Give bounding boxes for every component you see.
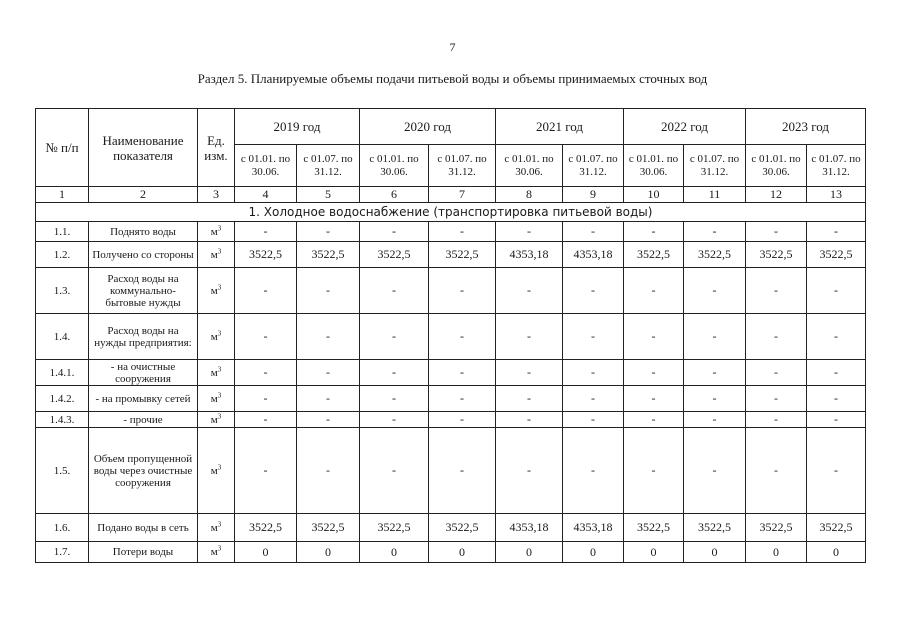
value-cell: - xyxy=(429,428,496,514)
unit-cell xyxy=(198,268,235,314)
period-header: с 01.01. по 30.06. xyxy=(235,145,297,187)
value-cell: - xyxy=(496,222,563,242)
value-cell: - xyxy=(297,268,360,314)
value-cell: 3522,5 xyxy=(624,242,684,268)
value-cell: 3522,5 xyxy=(624,514,684,542)
value-cell: - xyxy=(563,360,624,386)
row-number: 1.5. xyxy=(36,428,89,514)
value-cell: - xyxy=(807,222,866,242)
unit-cell xyxy=(198,428,235,514)
value-cell: - xyxy=(235,360,297,386)
unit-cell xyxy=(198,314,235,360)
value-cell: - xyxy=(496,412,563,428)
col-header-number: № п/п xyxy=(36,109,89,187)
value-cell: - xyxy=(684,412,746,428)
value-cell: - xyxy=(429,268,496,314)
value-cell: - xyxy=(297,222,360,242)
value-cell: - xyxy=(807,386,866,412)
indicator-name: - прочие xyxy=(89,412,198,428)
value-cell: 0 xyxy=(297,542,360,563)
unit-superscript: 3 xyxy=(217,282,222,291)
table-row xyxy=(36,314,866,360)
row-number: 1.1. xyxy=(36,222,89,242)
unit-label: м xyxy=(210,366,218,379)
value-cell: - xyxy=(360,268,429,314)
unit-label: м xyxy=(210,225,218,238)
value-cell: 0 xyxy=(563,542,624,563)
value-cell: - xyxy=(624,386,684,412)
column-number: 4 xyxy=(235,187,297,203)
indicator-name: Поднято воды xyxy=(89,222,198,242)
unit-cell xyxy=(198,542,235,563)
value-cell: - xyxy=(746,268,807,314)
value-cell: - xyxy=(624,412,684,428)
table-row xyxy=(36,514,866,542)
unit-superscript: 3 xyxy=(217,328,222,337)
unit-superscript: 3 xyxy=(217,390,222,399)
column-number: 1 xyxy=(36,187,89,203)
section-heading: 1. Холодное водоснабжение (транспортировка питьевой воды) xyxy=(36,203,866,222)
value-cell: - xyxy=(746,428,807,514)
indicator-name: Подано воды в сеть xyxy=(89,514,198,542)
water-volume-table xyxy=(35,108,866,563)
value-cell: - xyxy=(429,412,496,428)
value-cell: 3522,5 xyxy=(235,514,297,542)
value-cell: 3522,5 xyxy=(684,242,746,268)
value-cell: 3522,5 xyxy=(807,242,866,268)
period-header: с 01.07. по 31.12. xyxy=(429,145,496,187)
value-cell: 0 xyxy=(496,542,563,563)
indicator-name: Объем пропущенной воды через очистные сооружения xyxy=(89,428,198,514)
period-header: с 01.01. по 30.06. xyxy=(624,145,684,187)
value-cell: - xyxy=(563,428,624,514)
value-cell: - xyxy=(624,268,684,314)
value-cell: - xyxy=(563,222,624,242)
value-cell: - xyxy=(235,428,297,514)
period-header: с 01.07. по 31.12. xyxy=(807,145,866,187)
value-cell: - xyxy=(360,386,429,412)
value-cell: - xyxy=(563,314,624,360)
year-header: 2021 год xyxy=(496,109,624,145)
value-cell: 4353,18 xyxy=(563,242,624,268)
column-number: 8 xyxy=(496,187,563,203)
value-cell: - xyxy=(624,314,684,360)
value-cell: 0 xyxy=(429,542,496,563)
value-cell: - xyxy=(235,412,297,428)
value-cell: 4353,18 xyxy=(496,242,563,268)
year-header: 2019 год xyxy=(235,109,360,145)
unit-cell xyxy=(198,222,235,242)
unit-label: м xyxy=(210,546,218,558)
unit-superscript: 3 xyxy=(217,411,222,420)
period-header: с 01.07. по 31.12. xyxy=(563,145,624,187)
unit-superscript: 3 xyxy=(217,544,222,553)
table-row xyxy=(36,268,866,314)
value-cell: - xyxy=(360,314,429,360)
value-cell: 0 xyxy=(746,542,807,563)
header-row-years xyxy=(36,109,866,145)
value-cell: - xyxy=(235,222,297,242)
unit-superscript: 3 xyxy=(217,519,222,528)
unit-superscript: 3 xyxy=(217,246,222,255)
value-cell: - xyxy=(624,222,684,242)
value-cell: - xyxy=(429,222,496,242)
column-number: 6 xyxy=(360,187,429,203)
value-cell: - xyxy=(496,268,563,314)
indicator-name: Потери воды xyxy=(89,542,198,563)
value-cell: - xyxy=(496,314,563,360)
value-cell: - xyxy=(746,412,807,428)
indicator-name: Расход воды на нужды предприятия: xyxy=(89,314,198,360)
value-cell: - xyxy=(746,314,807,360)
value-cell: 0 xyxy=(360,542,429,563)
year-header: 2023 год xyxy=(746,109,866,145)
unit-superscript: 3 xyxy=(217,364,222,373)
row-number: 1.2. xyxy=(36,242,89,268)
section-title: Раздел 5. Планируемые объемы подачи питьевой воды и объемы принимаемых сточных вод xyxy=(197,71,708,86)
value-cell: - xyxy=(360,222,429,242)
indicator-name: - на очистные сооружения xyxy=(89,360,198,386)
value-cell: - xyxy=(360,360,429,386)
value-cell: - xyxy=(429,360,496,386)
indicator-name: - на промывку сетей xyxy=(89,386,198,412)
value-cell: - xyxy=(684,314,746,360)
value-cell: - xyxy=(684,360,746,386)
value-cell: 3522,5 xyxy=(297,242,360,268)
value-cell: - xyxy=(297,412,360,428)
column-number: 9 xyxy=(563,187,624,203)
value-cell: - xyxy=(746,360,807,386)
value-cell: - xyxy=(297,386,360,412)
column-number: 12 xyxy=(746,187,807,203)
value-cell: - xyxy=(746,386,807,412)
value-cell: - xyxy=(563,412,624,428)
table-row xyxy=(36,386,866,412)
row-number: 1.4.2. xyxy=(36,386,89,412)
value-cell: - xyxy=(807,268,866,314)
value-cell: - xyxy=(235,314,297,360)
value-cell: 3522,5 xyxy=(297,514,360,542)
unit-label: м xyxy=(210,284,218,297)
value-cell: - xyxy=(684,428,746,514)
value-cell: 3522,5 xyxy=(360,514,429,542)
value-cell: - xyxy=(496,386,563,412)
row-number: 1.6. xyxy=(36,514,89,542)
col-header-unit: Ед. изм. xyxy=(198,109,235,187)
column-number: 10 xyxy=(624,187,684,203)
value-cell: - xyxy=(429,314,496,360)
unit-superscript: 3 xyxy=(217,462,222,471)
table-row xyxy=(36,222,866,242)
period-header: с 01.01. по 30.06. xyxy=(360,145,429,187)
value-cell: 3522,5 xyxy=(429,514,496,542)
value-cell: 0 xyxy=(235,542,297,563)
period-header: с 01.07. по 31.12. xyxy=(684,145,746,187)
column-numbers-row xyxy=(36,187,866,203)
column-number: 5 xyxy=(297,187,360,203)
value-cell: 3522,5 xyxy=(360,242,429,268)
page-number: 7 xyxy=(449,40,456,54)
value-cell: - xyxy=(563,386,624,412)
value-cell: - xyxy=(563,268,624,314)
value-cell: 3522,5 xyxy=(746,514,807,542)
value-cell: 4353,18 xyxy=(563,514,624,542)
value-cell: 3522,5 xyxy=(235,242,297,268)
indicator-name: Расход воды на коммунально-бытовые нужды xyxy=(89,268,198,314)
table-row xyxy=(36,360,866,386)
value-cell: 0 xyxy=(684,542,746,563)
value-cell: 3522,5 xyxy=(807,514,866,542)
row-number: 1.4.3. xyxy=(36,412,89,428)
value-cell: - xyxy=(684,386,746,412)
row-number: 1.3. xyxy=(36,268,89,314)
unit-superscript: 3 xyxy=(217,223,222,232)
unit-label: м xyxy=(210,392,218,405)
value-cell: 4353,18 xyxy=(496,514,563,542)
indicator-name: Получено со стороны xyxy=(89,242,198,268)
col-header-indicator: Наименование показателя xyxy=(89,109,198,187)
unit-label: м xyxy=(210,248,218,261)
column-number: 7 xyxy=(429,187,496,203)
value-cell: 3522,5 xyxy=(684,514,746,542)
value-cell: - xyxy=(297,428,360,514)
unit-cell xyxy=(198,412,235,428)
unit-label: м xyxy=(210,413,218,426)
row-number: 1.4. xyxy=(36,314,89,360)
unit-cell xyxy=(198,360,235,386)
value-cell: - xyxy=(360,412,429,428)
value-cell: - xyxy=(807,428,866,514)
value-cell: - xyxy=(297,360,360,386)
value-cell: - xyxy=(807,314,866,360)
column-number: 11 xyxy=(684,187,746,203)
value-cell: - xyxy=(624,360,684,386)
value-cell: - xyxy=(807,360,866,386)
value-cell: - xyxy=(429,386,496,412)
unit-cell xyxy=(198,514,235,542)
value-cell: 0 xyxy=(624,542,684,563)
unit-cell xyxy=(198,242,235,268)
table-row xyxy=(36,542,866,563)
table-row xyxy=(36,428,866,514)
year-header: 2020 год xyxy=(360,109,496,145)
unit-label: м xyxy=(210,330,218,343)
year-header: 2022 год xyxy=(624,109,746,145)
value-cell: 0 xyxy=(807,542,866,563)
value-cell: - xyxy=(235,386,297,412)
row-number: 1.4.1. xyxy=(36,360,89,386)
value-cell: - xyxy=(807,412,866,428)
value-cell: 3522,5 xyxy=(429,242,496,268)
period-header: с 01.01. по 30.06. xyxy=(496,145,563,187)
unit-label: м xyxy=(210,464,218,477)
value-cell: - xyxy=(235,268,297,314)
table-row xyxy=(36,242,866,268)
unit-label: м xyxy=(210,521,218,534)
value-cell: - xyxy=(360,428,429,514)
value-cell: - xyxy=(297,314,360,360)
value-cell: - xyxy=(684,268,746,314)
unit-cell xyxy=(198,386,235,412)
value-cell: - xyxy=(624,428,684,514)
column-number: 2 xyxy=(89,187,198,203)
period-header: с 01.01. по 30.06. xyxy=(746,145,807,187)
value-cell: - xyxy=(746,222,807,242)
column-number: 13 xyxy=(807,187,866,203)
value-cell: - xyxy=(496,360,563,386)
value-cell: - xyxy=(684,222,746,242)
period-header: с 01.07. по 31.12. xyxy=(297,145,360,187)
value-cell: - xyxy=(496,428,563,514)
section-heading-row xyxy=(36,203,866,222)
column-number: 3 xyxy=(198,187,235,203)
row-number: 1.7. xyxy=(36,542,89,563)
table-row xyxy=(36,412,866,428)
value-cell: 3522,5 xyxy=(746,242,807,268)
